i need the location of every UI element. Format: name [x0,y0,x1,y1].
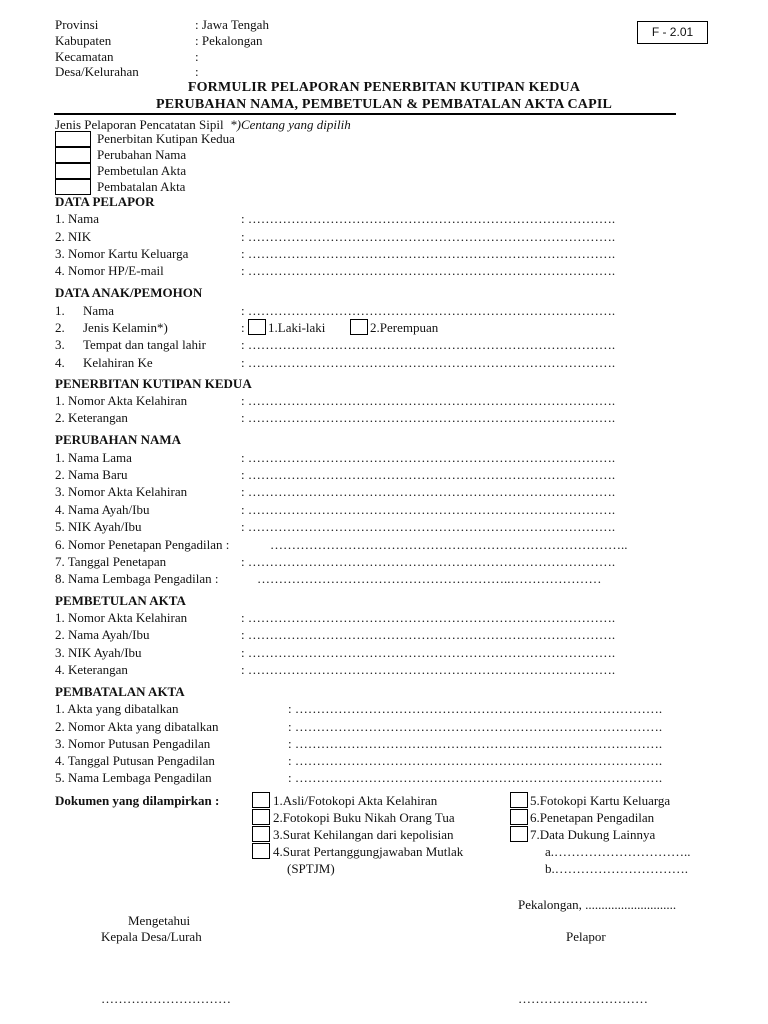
anak-field[interactable]: : …………………………………………………………………………. [241,303,616,318]
pelapor-item: 1. Nama [55,211,100,226]
pembatalan-field[interactable]: : …………………………………………………………………………. [288,770,663,785]
pelapor-field[interactable]: : …………………………………………………………………………. [241,246,616,261]
pembatalan-field[interactable]: : …………………………………………………………………………. [288,701,663,716]
perubahan-field-7[interactable]: : …………………………………………………………………………. [241,554,616,569]
checkbox-laki-laki[interactable] [248,319,266,335]
option-perubahan-nama: Perubahan Nama [97,147,187,162]
checkbox-perubahan-nama[interactable] [55,147,91,163]
perubahan-item-8: 8. Nama Lembaga Pengadilan : [55,571,219,586]
dok-item-2: 2.Fotokopi Buku Nikah Orang Tua [273,810,455,825]
pelapor-item: 3. Nomor Kartu Keluarga [55,246,189,261]
pembatalan-field[interactable]: : …………………………………………………………………………. [288,719,663,734]
checkbox-dok-5[interactable] [510,792,528,808]
checkbox-dok-6[interactable] [510,809,528,825]
title-underline [54,113,676,115]
signature-left[interactable]: ………………………… [101,991,231,1006]
perubahan-field[interactable]: : …………………………………………………………………………. [241,450,616,465]
pelapor-label: Pelapor [566,929,606,944]
kabupaten-label: Kabupaten [55,33,112,48]
pembetulan-item: 4. Keterangan [55,662,128,677]
perubahan-field[interactable]: : …………………………………………………………………………. [241,467,616,482]
pembetulan-field[interactable]: : …………………………………………………………………………. [241,610,616,625]
checkbox-pembatalan-akta[interactable] [55,179,91,195]
form-title-line1: FORMULIR PELAPORAN PENERBITAN KUTIPAN KEDUA [187,80,581,95]
dok-item-7: 7.Data Dukung Lainnya [530,827,656,842]
provinsi-label: Provinsi [55,17,99,32]
pembatalan-field[interactable]: : …………………………………………………………………………. [288,736,663,751]
pembetulan-item: 3. NIK Ayah/Ibu [55,645,142,660]
dok-item-6: 6.Penetapan Pengadilan [530,810,655,825]
perubahan-item: 2. Nama Baru [55,467,128,482]
checkbox-pembetulan-akta[interactable] [55,163,91,179]
pembetulan-item: 1. Nomor Akta Kelahiran [55,610,188,625]
perubahan-item-6: 6. Nomor Penetapan Pengadilan : [55,537,230,552]
pembatalan-item: 2. Nomor Akta yang dibatalkan [55,719,219,734]
anak-num: 4. [55,355,65,370]
jenis-note: *)Centang yang dipilih [230,117,351,132]
option-pembatalan-akta: Pembatalan Akta [97,179,186,194]
pembatalan-item: 3. Nomor Putusan Pengadilan [55,736,211,751]
gender-laki-laki: 1.Laki-laki [268,320,326,335]
perubahan-item-7: 7. Tanggal Penetapan [55,554,167,569]
section-perubahan-nama: PERUBAHAN NAMA [55,432,182,447]
checkbox-kutipan-kedua[interactable] [55,131,91,147]
kutipan-field[interactable]: : …………………………………………………………………………. [241,393,616,408]
dokumen-label: Dokumen yang dilampirkan : [55,793,220,808]
perubahan-item: 1. Nama Lama [55,450,132,465]
checkbox-dok-1[interactable] [252,792,270,808]
pembatalan-item: 1. Akta yang dibatalkan [55,701,179,716]
checkbox-dok-3[interactable] [252,826,270,842]
perubahan-field[interactable]: : …………………………………………………………………………. [241,484,616,499]
pelapor-field[interactable]: : …………………………………………………………………………. [241,263,616,278]
kutipan-field[interactable]: : …………………………………………………………………………. [241,410,616,425]
pembetulan-item: 2. Nama Ayah/Ibu [55,627,150,642]
pembetulan-field[interactable]: : …………………………………………………………………………. [241,645,616,660]
section-data-pelapor: DATA PELAPOR [55,194,155,209]
kutipan-item: 1. Nomor Akta Kelahiran [55,393,188,408]
anak-label: Kelahiran Ke [83,355,153,370]
section-data-anak: DATA ANAK/PEMOHON [55,285,203,300]
perubahan-item: 5. NIK Ayah/Ibu [55,519,142,534]
dok-item-4-sub: (SPTJM) [287,861,335,876]
gender-colon: : [241,320,245,335]
kabupaten-value: : Pekalongan [195,33,263,48]
pelapor-item: 2. NIK [55,229,92,244]
jenis-text: Jenis Pelaporan Pencatatan Sipil [55,117,224,132]
desa-label: Desa/Kelurahan [55,64,139,79]
pelapor-item: 4. Nomor HP/E-mail [55,263,164,278]
kecamatan-value: : [195,49,199,64]
dok-item-5: 5.Fotokopi Kartu Keluarga [530,793,671,808]
pelapor-field[interactable]: : …………………………………………………………………………. [241,211,616,226]
pembatalan-item: 4. Tanggal Putusan Pengadilan [55,753,215,768]
checkbox-dok-2[interactable] [252,809,270,825]
provinsi-value: : Jawa Tengah [195,17,269,32]
kepala-desa-label: Kepala Desa/Lurah [101,929,202,944]
kecamatan-label: Kecamatan [55,49,114,64]
perubahan-field-8[interactable]: …………………………………………………..………………… [257,571,602,586]
checkbox-dok-7[interactable] [510,826,528,842]
checkbox-dok-4[interactable] [252,843,270,859]
dok-item-4: 4.Surat Pertanggungjawaban Mutlak [273,844,464,859]
section-pembetulan-akta: PEMBETULAN AKTA [55,593,186,608]
desa-value: : [195,64,199,79]
place-date[interactable]: Pekalongan, ............................ [518,897,677,912]
dok-extra-b[interactable]: b.…………………………. [545,861,688,876]
checkbox-perempuan[interactable] [350,319,368,335]
section-kutipan-kedua: PENERBITAN KUTIPAN KEDUA [55,376,252,391]
dok-extra-a[interactable]: a.………………………….. [545,844,691,859]
pembetulan-field[interactable]: : …………………………………………………………………………. [241,662,616,677]
mengetahui-label: Mengetahui [128,913,191,928]
form-title-line2: PERUBAHAN NAMA, PEMBETULAN & PEMBATALAN AKTA CAPIL [155,97,613,112]
anak-label: Tempat dan tangal lahir [83,337,206,352]
perubahan-field-6[interactable]: ……………………………………………………………………….. [270,537,628,552]
anak-label: Nama [83,303,115,318]
anak-num: 3. [55,337,65,352]
dok-item-3: 3.Surat Kehilangan dari kepolisian [273,827,454,842]
signature-right[interactable]: ………………………… [518,991,648,1006]
pembatalan-field[interactable]: : …………………………………………………………………………. [288,753,663,768]
gender-perempuan: 2.Perempuan [370,320,439,335]
form-code: F - 2.01 [637,21,708,44]
pelapor-field[interactable]: : …………………………………………………………………………. [241,229,616,244]
kutipan-item: 2. Keterangan [55,410,128,425]
option-kutipan-kedua: Penerbitan Kutipan Kedua [97,131,235,146]
perubahan-field[interactable]: : …………………………………………………………………………. [241,519,616,534]
pembetulan-field[interactable]: : …………………………………………………………………………. [241,627,616,642]
perubahan-item: 4. Nama Ayah/Ibu [55,502,150,517]
pembatalan-item: 5. Nama Lembaga Pengadilan [55,770,212,785]
anak-field[interactable]: : …………………………………………………………………………. [241,355,616,370]
perubahan-item: 3. Nomor Akta Kelahiran [55,484,188,499]
jenis-label [55,117,351,132]
anak-num: 1. [55,303,65,318]
dok-item-1: 1.Asli/Fotokopi Akta Kelahiran [273,793,438,808]
perubahan-field[interactable]: : …………………………………………………………………………. [241,502,616,517]
anak-field[interactable]: : …………………………………………………………………………. [241,337,616,352]
option-pembetulan-akta: Pembetulan Akta [97,163,187,178]
anak-label: Jenis Kelamin*) [83,320,168,335]
anak-num: 2. [55,320,65,335]
section-pembatalan-akta: PEMBATALAN AKTA [55,684,185,699]
